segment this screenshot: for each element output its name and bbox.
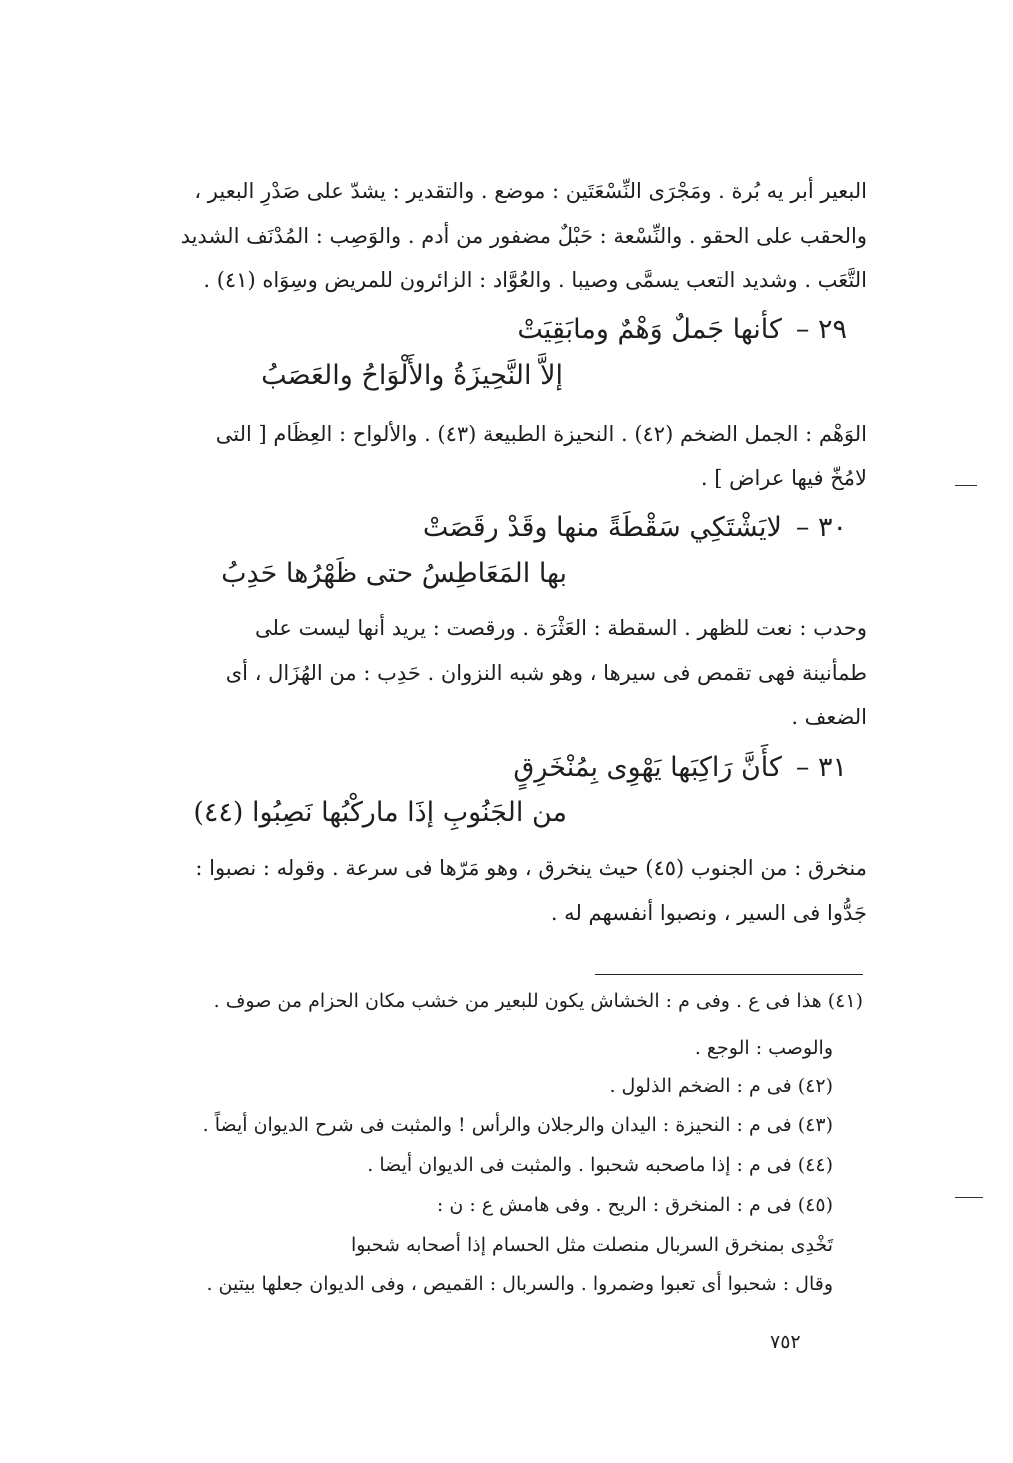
footnote-line: تَخْدِى بمنخرق السربال منصلت مثل الحسام إذا أصحابه شحبوا bbox=[350, 1234, 833, 1256]
margin-mark bbox=[955, 1197, 983, 1198]
verse-second-hemistich: من الجَنُوبِ إذَا ماركْبُها نَصِبُوا (٤٤) bbox=[193, 797, 567, 828]
verse-second-hemistich: إلاَّ النَّحِيزَةُ والأَلْوَاحُ والعَصَبُ bbox=[261, 360, 563, 391]
verse-text: كأَنَّ رَاكِبَها يَهْوِى بِمُنْخَرِقٍ bbox=[513, 752, 782, 783]
verse-second-hemistich: بها المَعَاطِسُ حتى ظَهْرُها حَدِبُ bbox=[221, 558, 567, 589]
footnote-line: (٤٥) فى م : المنخرق : الريح . وفى هامش ع : ن : bbox=[436, 1194, 833, 1216]
commentary-line: الضعف . bbox=[791, 705, 867, 729]
verse-number: ٢٩ – bbox=[795, 314, 847, 345]
margin-mark bbox=[955, 485, 977, 486]
footnote-separator bbox=[595, 974, 863, 975]
commentary-line: جَدُّوا فى السير ، ونصبوا أنفسهم له . bbox=[550, 901, 867, 925]
verse-number: ٣١ – bbox=[795, 752, 847, 783]
commentary-line: وحدب : نعت للظهر . السقطة : العَثْرَة . ورقصت : يريد أنها ليست على bbox=[254, 616, 867, 640]
commentary-line: منخرق : من الجنوب (٤٥) حيث ينخرق ، وهو مَرّها فى سرعة . وقوله : نصبوا : bbox=[195, 856, 867, 880]
verse-first-hemistich bbox=[513, 748, 847, 788]
commentary-line: والحقب على الحقو . والنِّسْعة : حَبْلٌ مضفور من أدم . والوَصِب : المُدْنَف الشديد bbox=[180, 224, 867, 248]
footnote-line: (٤٢) فى م : الضخم الذلول . bbox=[609, 1075, 833, 1097]
footnote-line: وقال : شحبوا أى تعبوا وضمروا . والسربال : القميص ، وفى الديوان جعلها بيتين . bbox=[206, 1273, 833, 1295]
footnote-line: والوصب : الوجع . bbox=[694, 1037, 833, 1059]
commentary-line: البعير أبر يه بُرة . ومَجْرَى النِّسْعَتَين : موضع . والتقدير : يشدّ على صَدْرِ البعير ، bbox=[194, 179, 867, 203]
verse-text: كأنها جَملٌ وَهْمٌ ومابَقِيَتْ bbox=[517, 314, 782, 345]
commentary-line: الوَهْم : الجمل الضخم (٤٢) . النحيزة الطبيعة (٤٣) . والألواح : العِظَام [ التى bbox=[215, 422, 867, 446]
commentary-line: التَّعَب . وشديد التعب يسمَّى وصيبا . والعُوَّاد : الزائرون للمريض وسِوَاه (٤١) . bbox=[203, 268, 867, 292]
commentary-line: طمأنينة فهى تقمص فى سيرها ، وهو شبه النزوان . حَدِب : من الهُزَال ، أى bbox=[225, 661, 867, 685]
verse-first-hemistich bbox=[423, 508, 847, 548]
footnote-line: (٤٤) فى م : إذا ماصحبه شحبوا . والمثبت فى الديوان أيضا . bbox=[367, 1154, 833, 1176]
verse-number: ٣٠ – bbox=[795, 512, 847, 543]
verse-first-hemistich bbox=[517, 310, 847, 350]
footnote-line: (٤٣) فى م : النحيزة : اليدان والرجلان والرأس ! والمثبت فى شرح الديوان أيضاً . bbox=[202, 1114, 833, 1136]
verse-text: لايَشْتَكِي سَقْطَةً منها وقَدْ رقَصَتْ bbox=[422, 512, 782, 543]
commentary-line: لامُخّ فيها عراض ] . bbox=[700, 466, 867, 490]
page-number: ٧٥٢ bbox=[770, 1331, 801, 1353]
footnote-line: (٤١) هذا فى ع . وفى م : الخشاش يكون للبعير من خشب مكان الحزام من صوف . bbox=[213, 990, 863, 1012]
